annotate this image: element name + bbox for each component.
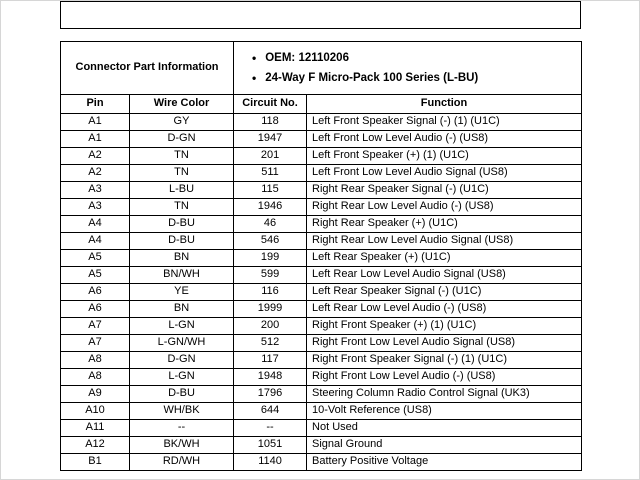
wire-color-cell: L-GN: [130, 318, 234, 335]
circuit-cell: 1051: [234, 437, 307, 454]
table-row: [61, 284, 582, 301]
pin-cell: A4: [61, 216, 130, 233]
function-cell: Left Rear Low Level Audio (-) (US8): [307, 301, 582, 318]
pin-cell: A5: [61, 250, 130, 267]
circuit-cell: 1948: [234, 369, 307, 386]
circuit-cell: 1946: [234, 199, 307, 216]
pin-cell: B1: [61, 454, 130, 471]
table-row: [61, 267, 582, 284]
function-cell: 10-Volt Reference (US8): [307, 403, 582, 420]
table-row: [61, 454, 582, 471]
circuit-cell: 118: [234, 114, 307, 131]
circuit-cell: 115: [234, 182, 307, 199]
wire-color-cell: TN: [130, 199, 234, 216]
pin-cell: A12: [61, 437, 130, 454]
wire-color-cell: WH/BK: [130, 403, 234, 420]
circuit-cell: 1947: [234, 131, 307, 148]
circuit-cell: 1796: [234, 386, 307, 403]
function-cell: Right Rear Low Level Audio Signal (US8): [307, 233, 582, 250]
function-cell: Left Rear Speaker Signal (-) (U1C): [307, 284, 582, 301]
circuit-cell: 46: [234, 216, 307, 233]
function-cell: Left Rear Low Level Audio Signal (US8): [307, 267, 582, 284]
function-cell: Right Rear Speaker (+) (U1C): [307, 216, 582, 233]
function-cell: Right Rear Low Level Audio (-) (US8): [307, 199, 582, 216]
wire-color-cell: BN: [130, 250, 234, 267]
table-row: [61, 420, 582, 437]
wire-color-cell: BN/WH: [130, 267, 234, 284]
wire-color-cell: D-BU: [130, 216, 234, 233]
function-cell: Left Front Speaker Signal (-) (1) (U1C): [307, 114, 582, 131]
connector-info-details: [234, 42, 582, 95]
pin-cell: A1: [61, 114, 130, 131]
table-row: [61, 437, 582, 454]
table-row: [61, 216, 582, 233]
table-row: [61, 403, 582, 420]
function-cell: Right Front Speaker (+) (1) (U1C): [307, 318, 582, 335]
function-cell: Steering Column Radio Control Signal (UK3): [307, 386, 582, 403]
series-line: [252, 71, 575, 85]
pin-cell: A4: [61, 233, 130, 250]
function-cell: Signal Ground: [307, 437, 582, 454]
circuit-cell: 599: [234, 267, 307, 284]
wire-color-cell: RD/WH: [130, 454, 234, 471]
pin-cell: A3: [61, 199, 130, 216]
table-row: [61, 131, 582, 148]
table-row: [61, 318, 582, 335]
function-cell: Left Rear Speaker (+) (U1C): [307, 250, 582, 267]
wire-color-cell: L-GN: [130, 369, 234, 386]
table-row: [61, 301, 582, 318]
circuit-cell: 200: [234, 318, 307, 335]
wire-color-cell: D-GN: [130, 131, 234, 148]
column-header-pin: Pin: [61, 95, 130, 114]
wire-color-cell: L-GN/WH: [130, 335, 234, 352]
table-row: [61, 250, 582, 267]
connector-info-title: Connector Part Information: [61, 42, 234, 95]
pin-cell: A3: [61, 182, 130, 199]
circuit-cell: 116: [234, 284, 307, 301]
wire-color-cell: YE: [130, 284, 234, 301]
top-empty-table-row: [60, 1, 581, 29]
circuit-cell: 201: [234, 148, 307, 165]
wire-color-cell: TN: [130, 165, 234, 182]
wire-color-cell: BK/WH: [130, 437, 234, 454]
circuit-cell: 1140: [234, 454, 307, 471]
wire-color-cell: BN: [130, 301, 234, 318]
pin-cell: A5: [61, 267, 130, 284]
table-row: [61, 386, 582, 403]
table-row: [61, 369, 582, 386]
pin-cell: A7: [61, 335, 130, 352]
circuit-cell: 117: [234, 352, 307, 369]
circuit-cell: 546: [234, 233, 307, 250]
table-row: [61, 352, 582, 369]
function-cell: Left Front Speaker (+) (1) (U1C): [307, 148, 582, 165]
table-row: [61, 182, 582, 199]
pin-cell: A11: [61, 420, 130, 437]
function-cell: Right Front Speaker Signal (-) (1) (U1C): [307, 352, 582, 369]
pin-cell: A2: [61, 148, 130, 165]
wire-color-cell: L-BU: [130, 182, 234, 199]
function-cell: Left Front Low Level Audio (-) (US8): [307, 131, 582, 148]
column-header-row: [61, 95, 582, 114]
pin-cell: A10: [61, 403, 130, 420]
circuit-cell: 511: [234, 165, 307, 182]
bullet-icon: •: [252, 70, 257, 85]
table-row: [61, 114, 582, 131]
wire-color-cell: D-BU: [130, 386, 234, 403]
table-row: [61, 148, 582, 165]
pin-cell: A9: [61, 386, 130, 403]
function-cell: Left Front Low Level Audio Signal (US8): [307, 165, 582, 182]
wire-color-cell: --: [130, 420, 234, 437]
function-cell: Right Rear Speaker Signal (-) (U1C): [307, 182, 582, 199]
circuit-cell: --: [234, 420, 307, 437]
pin-cell: A6: [61, 284, 130, 301]
table-row: [61, 335, 582, 352]
wire-color-cell: D-BU: [130, 233, 234, 250]
column-header-function: Function: [307, 95, 582, 114]
column-header-circuit-no: Circuit No.: [234, 95, 307, 114]
function-cell: Battery Positive Voltage: [307, 454, 582, 471]
function-cell: Right Front Low Level Audio Signal (US8): [307, 335, 582, 352]
column-header-wire-color: Wire Color: [130, 95, 234, 114]
wire-color-cell: TN: [130, 148, 234, 165]
oem-text: OEM: 12110206: [265, 52, 349, 65]
connector-info-row: [61, 42, 582, 95]
pin-cell: A8: [61, 369, 130, 386]
table-row: [61, 199, 582, 216]
pin-cell: A2: [61, 165, 130, 182]
circuit-cell: 644: [234, 403, 307, 420]
wire-color-cell: D-GN: [130, 352, 234, 369]
circuit-cell: 1999: [234, 301, 307, 318]
pin-table-body: [61, 114, 582, 471]
pin-cell: A8: [61, 352, 130, 369]
function-cell: Right Front Low Level Audio (-) (US8): [307, 369, 582, 386]
series-text: 24-Way F Micro-Pack 100 Series (L-BU): [265, 71, 479, 84]
pin-cell: A1: [61, 131, 130, 148]
table-row: [61, 233, 582, 250]
circuit-cell: 512: [234, 335, 307, 352]
pin-cell: A7: [61, 318, 130, 335]
connector-pinout-table: [60, 41, 582, 471]
oem-line: [252, 51, 575, 65]
wire-color-cell: GY: [130, 114, 234, 131]
bullet-icon: •: [252, 51, 257, 66]
circuit-cell: 199: [234, 250, 307, 267]
function-cell: Not Used: [307, 420, 582, 437]
pin-cell: A6: [61, 301, 130, 318]
table-row: [61, 165, 582, 182]
